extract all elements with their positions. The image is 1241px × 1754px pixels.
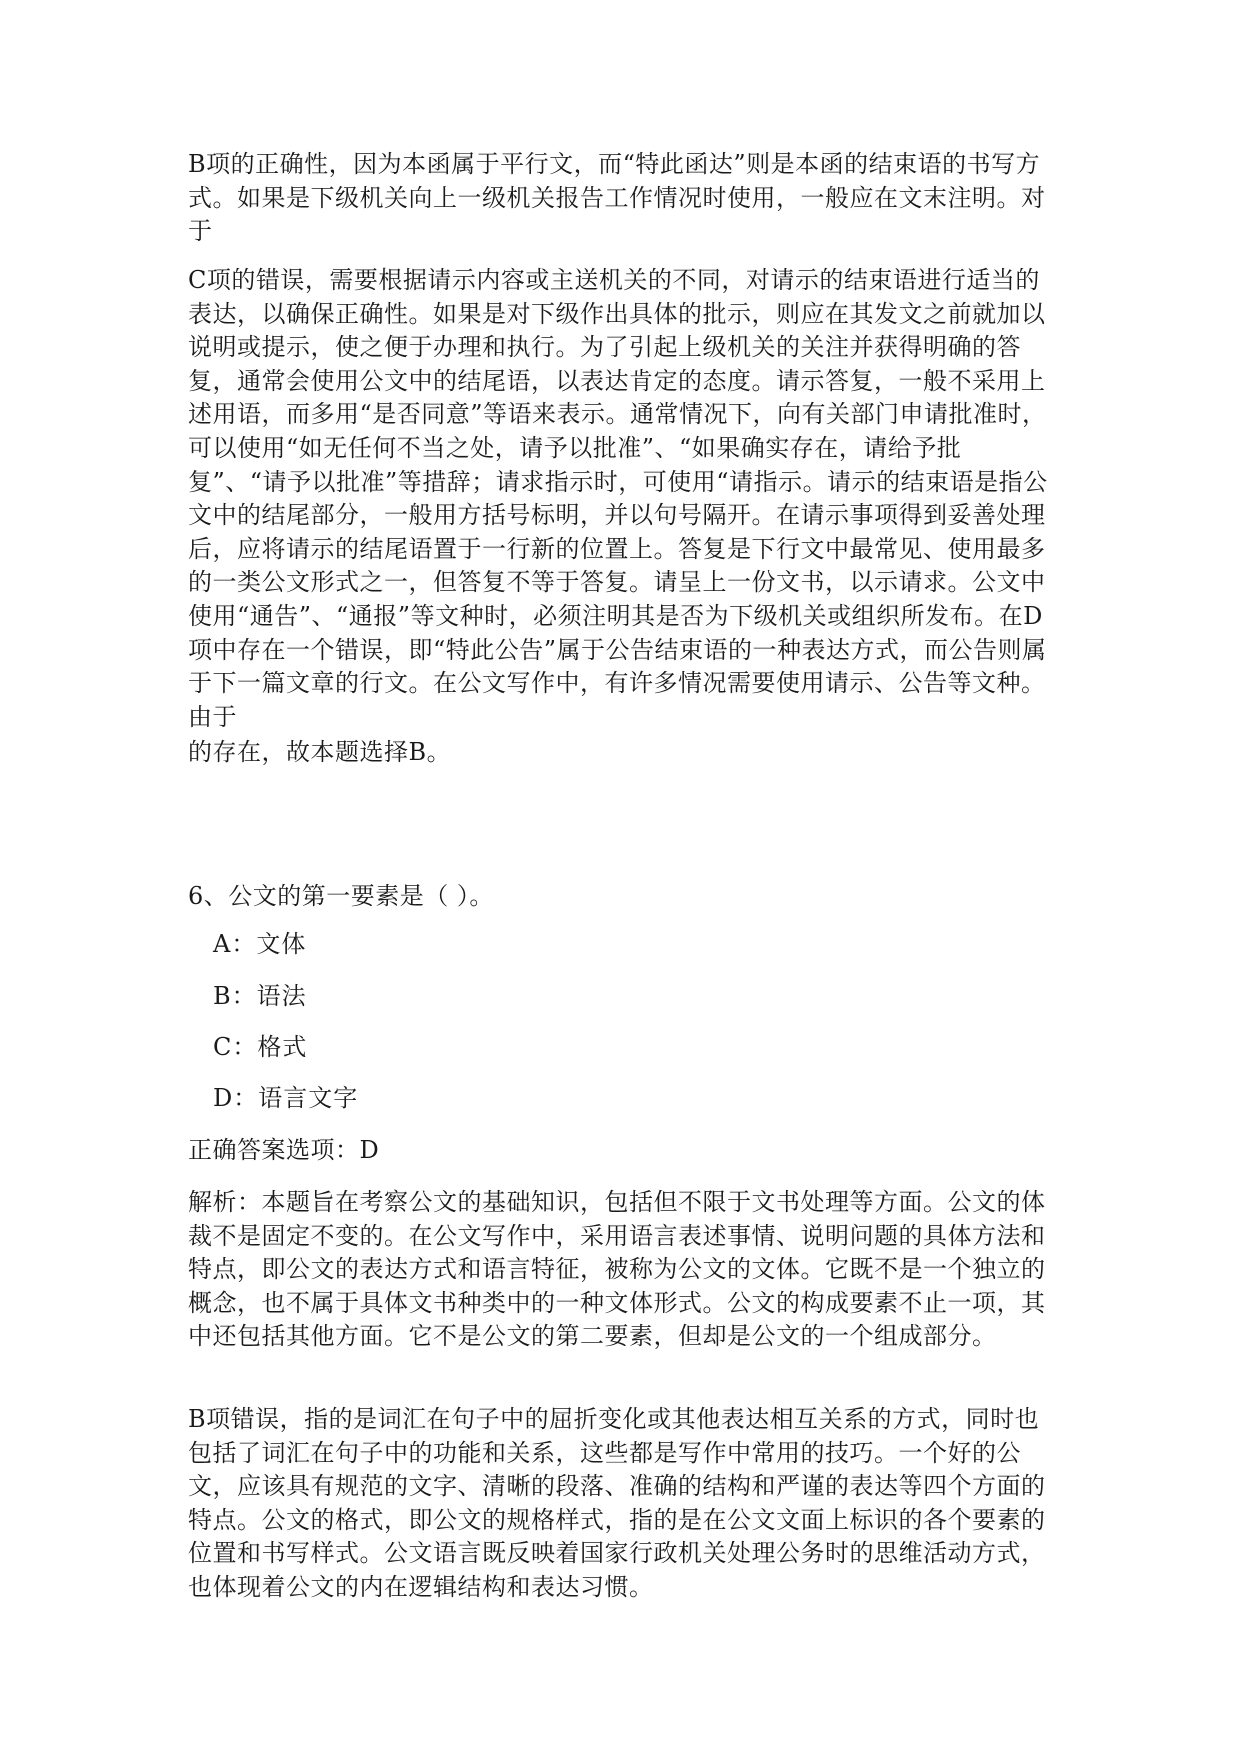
option-d: D：语言文字 (213, 1084, 359, 1112)
correct-answer: 正确答案选项：D (188, 1136, 380, 1164)
option-a: A：文体 (213, 930, 307, 958)
paragraph-conclusion: 的存在，故本题选择B。 (188, 738, 452, 766)
analysis-paragraph-1: 解析：本题旨在考察公文的基础知识，包括但不限于文书处理等方面。公文的体裁不是固定不变的。在公文写作中，采用语言表述事情、说明问题的具体方法和特点，即公文的表达方式和语言特征，被称为公文的文体。它既不是一个独立的概念，也不属于具体文书种类中的一种文体形式。公文的构成要素不止一项，其中还包括其他方面。它不是公文的第二要素，但却是公文的一个组成部分。 (188, 1188, 1046, 1351)
analysis-paragraph-2: B项错误，指的是词汇在句子中的屈折变化或其他表达相互关系的方式，同时也包括了词汇在句子中的功能和关系，这些都是写作中常用的技巧。一个好的公文，应该具有规范的文字、清晰的段落、准确的结构和严谨的表达等四个方面的特点。公文的格式，即公文的规格样式，指的是在公文文面上标识的各个要素的位置和书写样式。公文语言既反映着国家行政机关处理公务时的思维活动方式，也体现着公文的内在逻辑结构和表达习惯。 (188, 1405, 1046, 1601)
paragraph-option-c-explanation: C项的错误，需要根据请示内容或主送机关的不同，对请示的结束语进行适当的表达，以确保正确性。如果是对下级作出具体的批示，则应在其发文之前就加以说明或提示，使之便于办理和执行。为了引起上级机关的关注并获得明确的答复，通常会使用公文中的结尾语，以表达肯定的态度。请示答复，一般不采用上述用语，而多用“是否同意”等语来表示。通常情况下，向有关部门申请批准时，可以使用“如无任何不当之处，请予以批准”、“如果确实存在，请给予批复”、“请予以批准”等措辞；请求指示时，可使用“请指示。请示的结束语是指公文中的结尾部分，一般用方括号标明，并以句号隔开。在请示事项得到妥善处理后，应将请示的结尾语置于一行新的位置上。答复是下行文中最常见、使用最多的一类公文形式之一，但答复不等于答复。请呈上一份文书，以示请求。公文中使用“通告”、“通报”等文种时，必须注明其是否为下级机关或组织所发布。在D项中存在一个错误，即“特此公告”属于公告结束语的一种表达方式，而公告则属于下一篇文章的行文。在公文写作中，有许多情况需要使用请示、公告等文种。由于 (188, 266, 1048, 731)
option-c: C：格式 (213, 1033, 308, 1061)
option-b: B：语法 (213, 982, 307, 1010)
question-stem: 6、公文的第一要素是（ ）。 (188, 882, 494, 910)
paragraph-option-b-explanation: B项的正确性，因为本函属于平行文，而“特此函达”则是本函的结束语的书写方式。如果是下级机关向上一级机关报告工作情况时使用，一般应在文末注明。对于 (188, 150, 1046, 246)
